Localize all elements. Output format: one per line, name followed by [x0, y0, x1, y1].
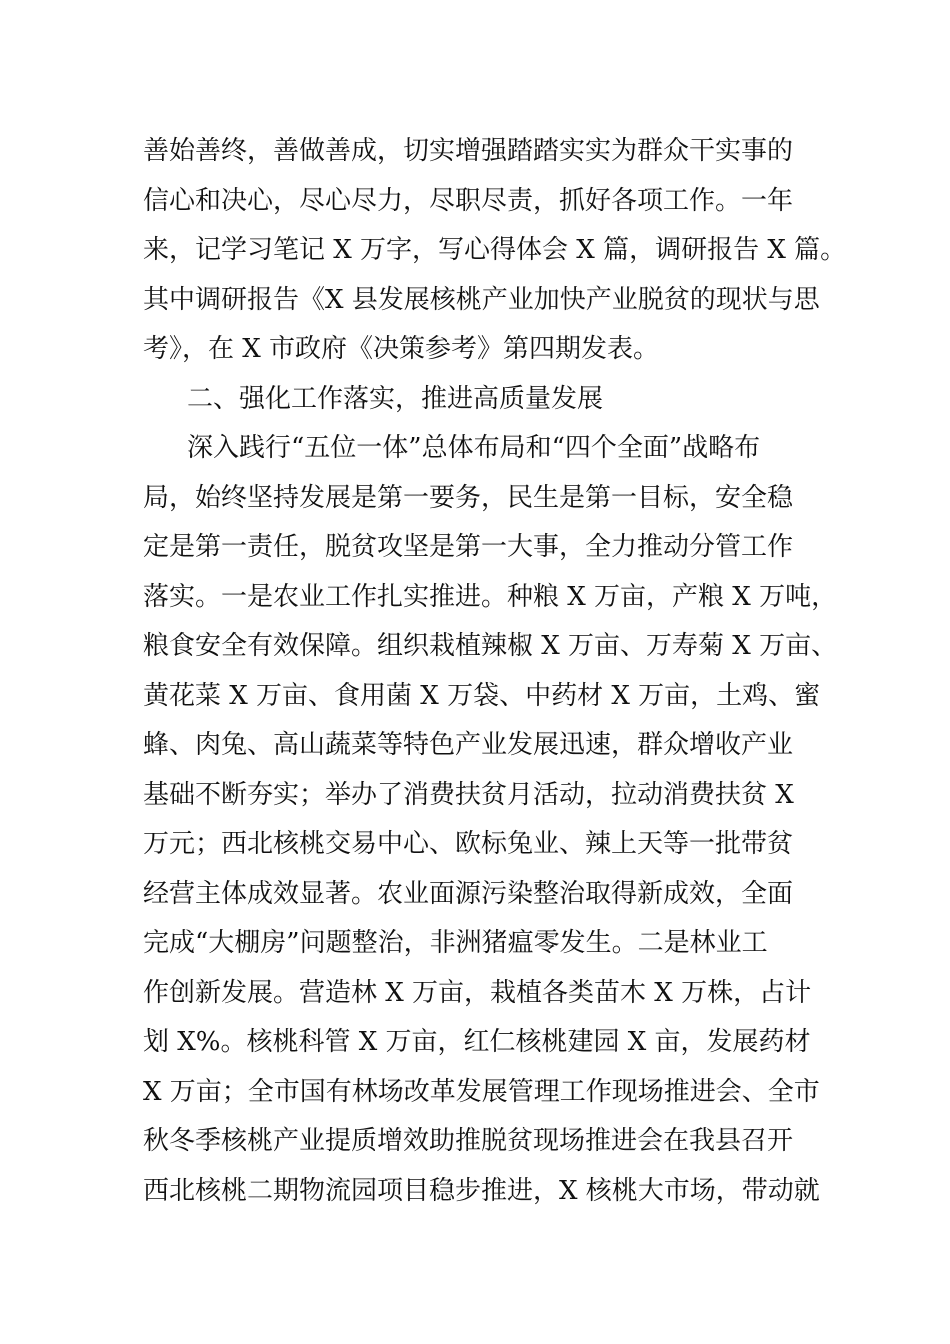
- text-line: 来，记学习笔记 X 万字，写心得体会 X 篇，调研报告 X 篇。: [143, 235, 847, 265]
- text-line: 蜂、肉兔、高山蔬菜等特色产业发展迅速，群众增收产业: [143, 730, 794, 760]
- text-line: 完成“大棚房”问题整治，非洲猪瘟零发生。二是林业工: [143, 928, 768, 958]
- text-line: 其中调研报告《X 县发展核桃产业加快产业脱贫的现状与思: [143, 284, 820, 315]
- text-line: 考》，在 X 市政府《决策参考》第四期发表。: [143, 334, 660, 364]
- text-line: 基础不断夯实；举办了消费扶贫月活动，拉动消费扶贫 X: [143, 779, 794, 810]
- text-line: 落实。一是农业工作扎实推进。种粮 X 万亩，产粮 X 万吨，: [143, 581, 838, 612]
- text-line: 粮食安全有效保障。组织栽植辣椒 X 万亩、万寿菊 X 万亩、: [143, 631, 838, 661]
- text-line: 经营主体成效显著。农业面源污染整治取得新成效，全面: [143, 878, 794, 909]
- text-line: 黄花菜 X 万亩、食用菌 X 万袋、中药材 X 万亩，土鸡、蜜: [143, 680, 821, 711]
- text-line: 作创新发展。营造林 X 万亩，栽植各类苗木 X 万株，占计: [143, 977, 812, 1008]
- section-heading: 二、强化工作落实，推进高质量发展: [187, 383, 604, 414]
- text-line: 划 X%。核桃科管 X 万亩，红仁核桃建园 X 亩，发展药材: [143, 1027, 811, 1057]
- text-line: 信心和决心，尽心尽力，尽职尽责，抓好各项工作。一年: [143, 185, 794, 216]
- text-line: X 万亩；全市国有林场改革发展管理工作现场推进会、全市: [143, 1076, 820, 1107]
- text-line: 万元；西北核桃交易中心、欧标兔业、辣上天等一批带贫: [143, 829, 794, 859]
- text-line: 局，始终坚持发展是第一要务，民生是第一目标，安全稳: [143, 482, 794, 513]
- text-line: 善始善终，善做善成，切实增强踏踏实实为群众干实事的: [143, 136, 794, 166]
- text-line: 深入践行“五位一体”总体布局和“四个全面”战略布: [187, 433, 761, 463]
- document-body: [143, 127, 847, 1216]
- text-line: 定是第一责任，脱贫攻坚是第一大事，全力推动分管工作: [143, 532, 794, 562]
- text-line: 秋冬季核桃产业提质增效助推脱贫现场推进会在我县召开: [143, 1126, 794, 1156]
- text-line: 西北核桃二期物流园项目稳步推进，X 核桃大市场，带动就: [143, 1175, 820, 1206]
